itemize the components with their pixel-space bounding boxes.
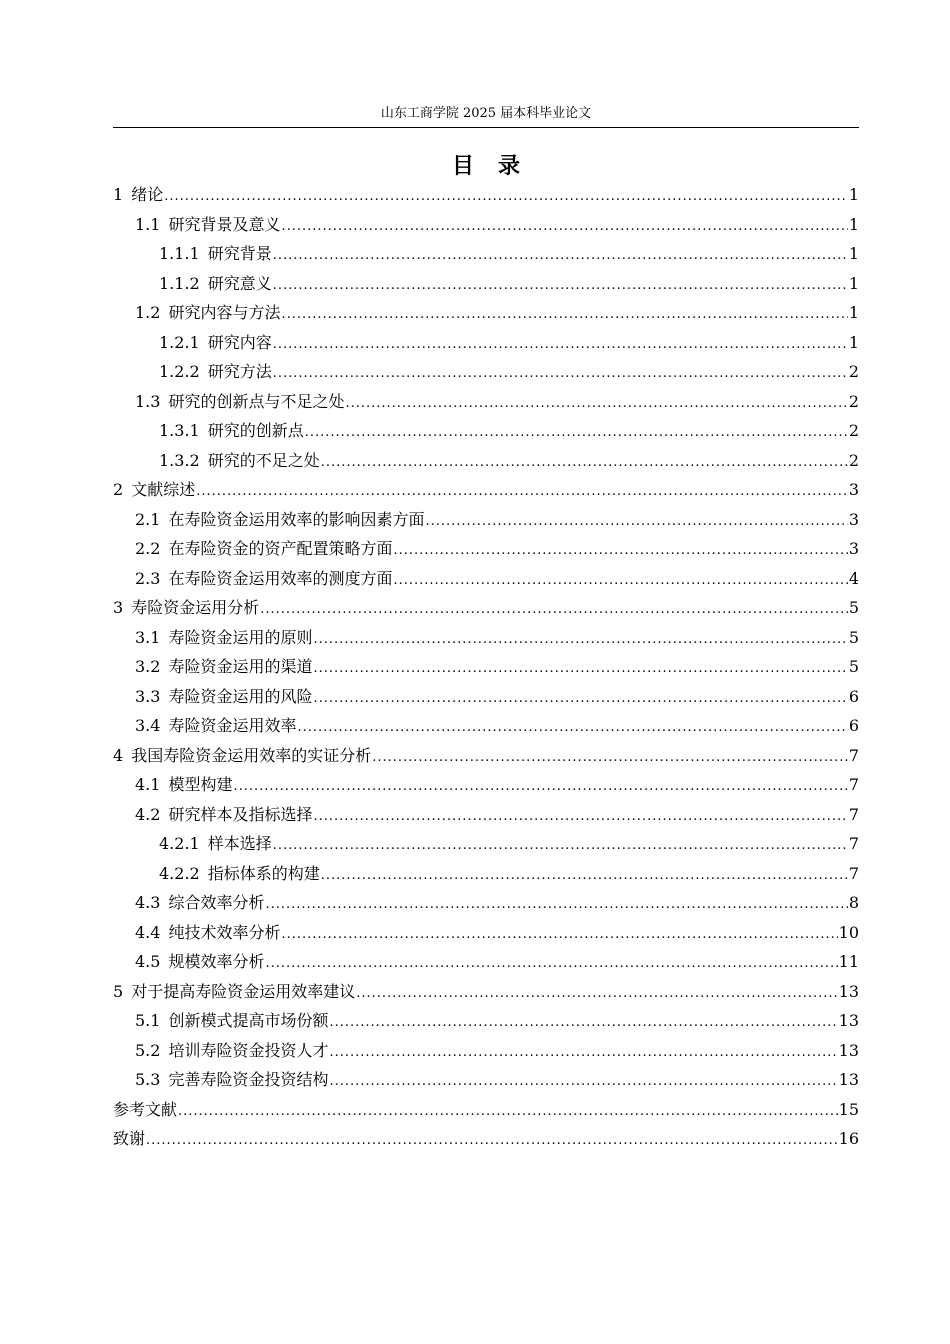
dot-leader <box>313 625 847 655</box>
toc-entry-number: 3.4 <box>135 716 161 735</box>
toc-entry[interactable] <box>113 564 859 594</box>
toc-entry-page: 7 <box>848 863 859 883</box>
toc-entry-title: 样本选择 <box>207 834 272 853</box>
toc-entry[interactable] <box>113 387 859 417</box>
dot-leader <box>281 300 847 330</box>
toc-entry-title: 致谢 <box>113 1129 146 1148</box>
toc-entry-number: 4.5 <box>135 952 161 971</box>
toc-entry[interactable] <box>113 1095 859 1125</box>
dot-leader <box>260 595 848 625</box>
toc-entry-title: 寿险资金运用的原则 <box>168 627 313 647</box>
toc-entry-number: 2.1 <box>135 509 161 529</box>
toc-entry-page: 1 <box>848 244 859 263</box>
toc-entry[interactable] <box>113 357 859 387</box>
toc-entry-number: 1.3.1 <box>159 421 200 440</box>
toc-entry-title: 纯技术效率分析 <box>168 922 281 942</box>
toc-entry-number: 1.2.2 <box>159 362 200 381</box>
toc-entry[interactable] <box>113 1036 859 1066</box>
dot-leader <box>393 536 847 566</box>
toc-entry-page: 13 <box>838 1070 859 1089</box>
dot-leader <box>196 477 848 507</box>
toc-entry-number: 4.1 <box>135 775 161 794</box>
toc-entry-page: 2 <box>848 362 859 381</box>
dot-leader <box>425 507 847 537</box>
toc-entry-number: 1.1.1 <box>159 244 200 263</box>
toc-entry[interactable] <box>113 770 859 800</box>
toc-entry-number: 3.3 <box>135 686 161 706</box>
toc-entry-page: 13 <box>838 981 859 1001</box>
running-header: 山东工商学院 2025 届本科毕业论文 <box>380 106 592 121</box>
toc-entry-title: 规模效率分析 <box>168 952 265 971</box>
toc-entry-title: 培训寿险资金投资人才 <box>168 1040 329 1060</box>
dot-leader <box>329 1038 837 1068</box>
toc-entry-page: 2 <box>848 391 859 411</box>
toc-entry-page: 7 <box>848 775 859 794</box>
toc-entry-page: 1 <box>848 332 859 352</box>
toc-entry-number: 3 <box>113 598 124 617</box>
dot-leader <box>356 979 837 1009</box>
toc-entry-title: 寿险资金运用的风险 <box>168 686 313 706</box>
toc-entry-page: 1 <box>848 185 859 204</box>
toc-entry-title: 对于提高寿险资金运用效率建议 <box>131 981 356 1001</box>
dot-leader <box>313 684 847 714</box>
toc-entry-title: 寿险资金运用的渠道 <box>168 657 313 676</box>
toc-entry-page: 3 <box>848 539 859 558</box>
toc-entry[interactable] <box>113 446 859 476</box>
toc-entry[interactable] <box>113 416 859 446</box>
toc-entry-title: 研究内容 <box>207 332 272 352</box>
dot-leader <box>329 1067 837 1097</box>
toc-entry[interactable] <box>113 534 859 564</box>
toc-entry-title: 研究的创新点与不足之处 <box>168 391 345 411</box>
dot-leader <box>393 566 847 596</box>
toc-entry-title: 创新模式提高市场份额 <box>168 1011 329 1030</box>
toc-entry-page: 3 <box>848 509 859 529</box>
dot-leader <box>265 949 837 979</box>
dot-leader <box>273 271 848 301</box>
toc-entry-page: 5 <box>848 657 859 676</box>
toc-entry[interactable] <box>113 328 859 358</box>
toc-entry-title: 综合效率分析 <box>168 893 265 912</box>
toc-entry[interactable] <box>113 1006 859 1036</box>
toc-entry-page: 4 <box>848 568 859 588</box>
toc-entry-number: 4.3 <box>135 893 161 912</box>
toc-entry-title: 模型构建 <box>168 775 233 794</box>
table-of-contents <box>113 180 859 1154</box>
toc-entry-title: 在寿险资金运用效率的影响因素方面 <box>168 509 425 529</box>
toc-entry-title: 寿险资金运用分析 <box>131 598 260 617</box>
toc-entry-page: 13 <box>838 1011 859 1030</box>
toc-entry-number: 2.3 <box>135 568 161 588</box>
toc-entry-page: 16 <box>838 1129 859 1148</box>
dot-leader <box>273 241 848 271</box>
toc-entry-title: 文献综述 <box>131 480 196 499</box>
dot-leader <box>297 713 847 743</box>
toc-entry-page: 5 <box>848 627 859 647</box>
dot-leader <box>372 743 848 773</box>
dot-leader <box>146 1126 838 1156</box>
dot-leader <box>345 389 847 419</box>
toc-entry[interactable] <box>113 593 859 623</box>
toc-entry-title: 研究的不足之处 <box>207 450 320 470</box>
toc-entry[interactable] <box>113 800 859 830</box>
toc-entry-number: 1.1.2 <box>159 273 200 293</box>
dot-leader <box>273 330 848 360</box>
toc-entry-number: 3.1 <box>135 627 161 647</box>
toc-entry-number: 5.1 <box>135 1011 161 1030</box>
toc-entry-title: 绪论 <box>131 185 164 204</box>
toc-entry-number: 1.1 <box>135 214 161 234</box>
toc-entry-number: 1.3.2 <box>159 450 200 470</box>
toc-entry-number: 1.3 <box>135 391 161 411</box>
dot-leader <box>321 861 848 891</box>
dot-leader <box>273 359 848 389</box>
toc-entry-title: 研究意义 <box>207 273 272 293</box>
toc-entry-page: 2 <box>848 450 859 470</box>
toc-entry-page: 7 <box>848 745 859 765</box>
toc-entry[interactable] <box>113 711 859 741</box>
toc-entry-title: 在寿险资金运用效率的测度方面 <box>168 568 393 588</box>
toc-entry[interactable] <box>113 210 859 240</box>
toc-entry[interactable] <box>113 859 859 889</box>
toc-entry-number: 5.2 <box>135 1040 161 1060</box>
toc-entry[interactable] <box>113 888 859 918</box>
toc-entry[interactable] <box>113 918 859 948</box>
dot-leader <box>233 772 847 802</box>
toc-entry-number: 4.2.2 <box>159 863 200 883</box>
dot-leader <box>265 890 847 920</box>
toc-entry-page: 1 <box>848 214 859 234</box>
toc-entry-title: 完善寿险资金投资结构 <box>168 1070 329 1089</box>
dot-leader <box>321 448 848 478</box>
toc-entry-page: 3 <box>848 480 859 499</box>
toc-entry-number: 4 <box>113 745 124 765</box>
dot-leader <box>281 212 847 242</box>
dot-leader <box>273 831 848 861</box>
toc-entry-page: 13 <box>838 1040 859 1060</box>
header-rule <box>113 127 859 128</box>
toc-entry-page: 7 <box>848 834 859 853</box>
toc-entry-title: 研究的创新点 <box>207 421 304 440</box>
toc-entry-page: 1 <box>848 303 859 322</box>
toc-entry[interactable] <box>113 239 859 269</box>
toc-entry-number: 1.2 <box>135 303 161 322</box>
toc-entry-page: 8 <box>848 893 859 912</box>
toc-entry-title: 研究内容与方法 <box>168 303 281 322</box>
toc-entry-page: 1 <box>848 273 859 293</box>
toc-entry-number: 4.2 <box>135 804 161 824</box>
toc-entry[interactable] <box>113 682 859 712</box>
toc-entry[interactable] <box>113 475 859 505</box>
toc-entry-page: 11 <box>838 952 859 971</box>
toc-entry-number: 4.2.1 <box>159 834 200 853</box>
dot-leader <box>313 802 847 832</box>
dot-leader <box>313 654 847 684</box>
toc-entry-page: 6 <box>848 716 859 735</box>
toc-entry-title: 参考文献 <box>113 1099 178 1119</box>
toc-entry[interactable] <box>113 180 859 210</box>
toc-entry[interactable] <box>113 977 859 1007</box>
toc-entry[interactable] <box>113 741 859 771</box>
dot-leader <box>305 418 848 448</box>
toc-entry-title: 研究背景及意义 <box>168 214 281 234</box>
toc-entry[interactable] <box>113 623 859 653</box>
toc-entry-page: 15 <box>838 1099 859 1119</box>
toc-entry[interactable] <box>113 298 859 328</box>
toc-entry[interactable] <box>113 1065 859 1095</box>
toc-entry-number: 2.2 <box>135 539 161 558</box>
toc-entry-title: 我国寿险资金运用效率的实证分析 <box>131 745 372 765</box>
toc-entry-page: 10 <box>838 922 859 942</box>
toc-entry-page: 6 <box>848 686 859 706</box>
toc-entry-title: 研究背景 <box>207 244 272 263</box>
dot-leader <box>164 182 848 212</box>
dot-leader <box>329 1008 837 1038</box>
toc-entry-title: 寿险资金运用效率 <box>168 716 297 735</box>
toc-entry[interactable] <box>113 505 859 535</box>
dot-leader <box>178 1097 838 1127</box>
toc-entry-page: 5 <box>848 598 859 617</box>
toc-entry-number: 5.3 <box>135 1070 161 1089</box>
toc-entry[interactable] <box>113 947 859 977</box>
toc-entry-number: 3.2 <box>135 657 161 676</box>
toc-entry[interactable] <box>113 829 859 859</box>
toc-entry-title: 在寿险资金的资产配置策略方面 <box>168 539 393 558</box>
toc-title: 目录 <box>451 153 544 179</box>
toc-entry-title: 指标体系的构建 <box>207 863 320 883</box>
toc-entry-title: 研究方法 <box>207 362 272 381</box>
toc-entry-number: 1 <box>113 185 124 204</box>
toc-entry-page: 7 <box>848 804 859 824</box>
toc-entry[interactable] <box>113 652 859 682</box>
toc-entry[interactable] <box>113 269 859 299</box>
toc-entry-number: 1.2.1 <box>159 332 200 352</box>
toc-entry-title: 研究样本及指标选择 <box>168 804 313 824</box>
toc-entry-number: 4.4 <box>135 922 161 942</box>
toc-entry-number: 2 <box>113 480 124 499</box>
toc-entry-number: 5 <box>113 981 124 1001</box>
toc-entry[interactable] <box>113 1124 859 1154</box>
dot-leader <box>281 920 837 950</box>
toc-entry-page: 2 <box>848 421 859 440</box>
